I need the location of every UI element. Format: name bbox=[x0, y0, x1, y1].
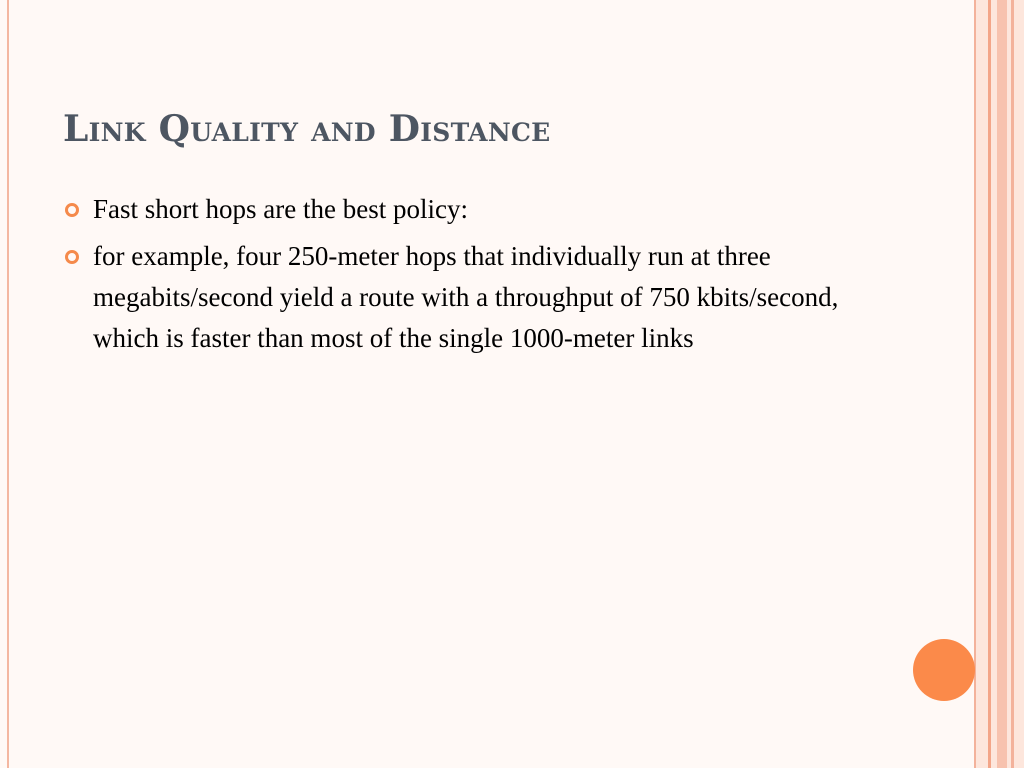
bullet-text: Fast short hops are the best policy: bbox=[93, 194, 468, 224]
left-border bbox=[0, 0, 9, 768]
bullet-item bbox=[63, 236, 883, 359]
right-decorative-stripes bbox=[974, 0, 1024, 768]
slide-title: Link Quality and Distance bbox=[63, 108, 551, 150]
orange-circle-decoration bbox=[913, 639, 975, 701]
stripe bbox=[976, 0, 988, 768]
bullet-text: for example, four 250-meter hops that individually run at three megabits/second yield a route with a throughput of 750 kbits/second, which is faster than most of the single 1000-meter links bbox=[93, 241, 839, 353]
stripe bbox=[997, 0, 1007, 768]
stripe bbox=[1014, 0, 1024, 768]
bullet-list bbox=[63, 189, 883, 365]
circle-bullet-icon bbox=[65, 203, 79, 217]
circle-bullet-icon bbox=[65, 250, 79, 264]
bullet-item bbox=[63, 189, 883, 230]
